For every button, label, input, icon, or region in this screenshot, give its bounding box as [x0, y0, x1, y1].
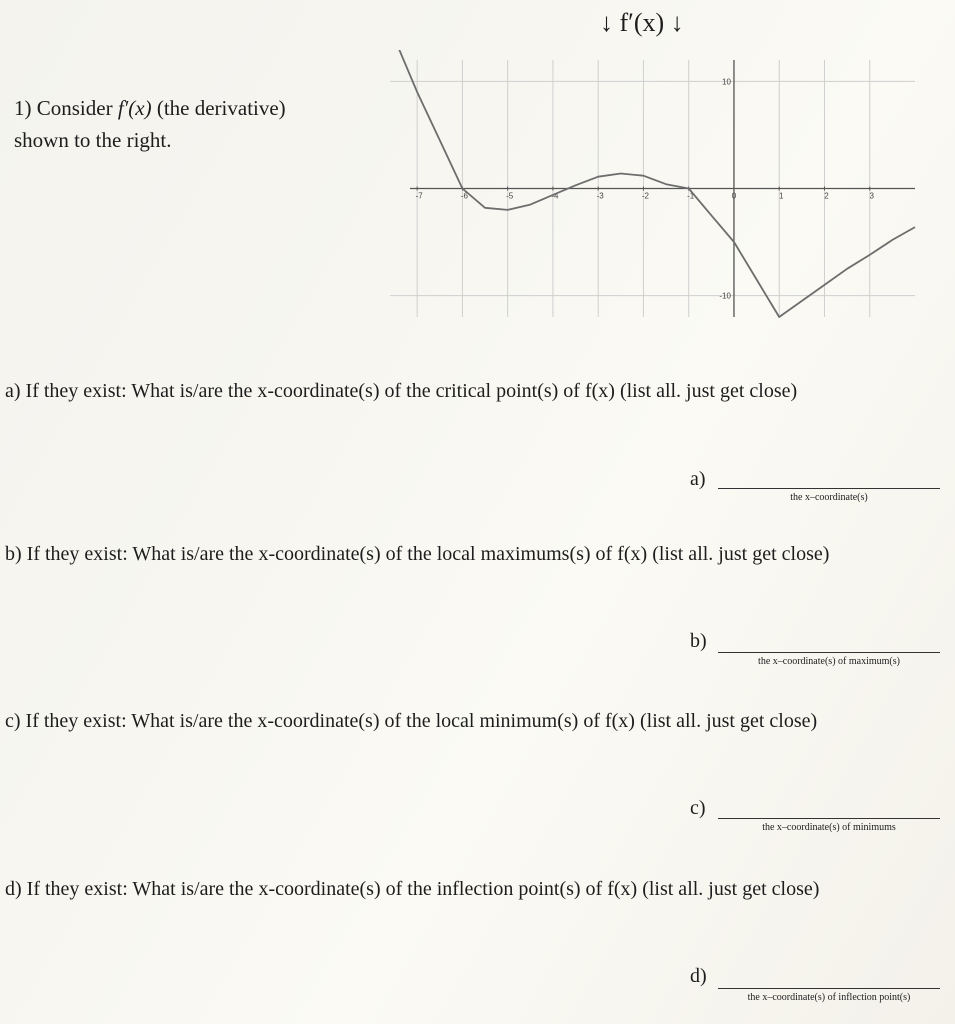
x-tick-label: 2	[824, 191, 829, 201]
problem-intro	[14, 92, 286, 156]
question-d: d) If they exist: What is/are the x-coordinate(s) of the inflection point(s) of f(x) (list all. just get close)	[5, 878, 820, 900]
answer-d-hint: the x–coordinate(s) of inflection point(s)	[747, 992, 911, 1003]
derivative-graph	[380, 50, 920, 322]
intro-prefix: 1) Consider	[14, 96, 118, 120]
x-tick-label: 0	[731, 191, 737, 201]
answer-b-label: b)	[690, 630, 707, 652]
intro-function: f′(x)	[117, 96, 152, 120]
x-tick-label: -4	[551, 191, 559, 201]
x-tick-label: 1	[778, 191, 784, 201]
answer-a-field[interactable]	[718, 488, 940, 489]
y-tick-label: -10	[719, 291, 731, 301]
answer-b-field[interactable]	[718, 652, 940, 653]
answer-a-hint: the x–coordinate(s)	[790, 492, 868, 503]
intro-line-1	[14, 92, 286, 124]
answer-a-label: a)	[690, 468, 706, 490]
question-c: c) If they exist: What is/are the x-coordinate(s) of the local minimum(s) of f(x) (list all. just get close)	[5, 710, 818, 732]
x-tick-label: -7	[415, 191, 423, 201]
y-tick-label: 10	[722, 77, 731, 87]
derivative-curve	[399, 50, 915, 317]
question-b: b) If they exist: What is/are the x-coordinate(s) of the local maximums(s) of f(x) (list all. just get close)	[5, 543, 830, 565]
intro-suffix: (the derivative)	[151, 96, 286, 120]
x-tick-label: -2	[641, 191, 650, 201]
answer-c-hint: the x–coordinate(s) of minimums	[762, 822, 896, 833]
intro-line-2: shown to the right.	[14, 128, 172, 152]
x-tick-label: -1	[687, 191, 695, 201]
answer-d-field[interactable]	[718, 988, 940, 989]
x-tick-label: -6	[460, 191, 468, 201]
x-tick-label: -5	[506, 191, 514, 201]
x-tick-label: -3	[596, 191, 604, 201]
answer-b-hint: the x–coordinate(s) of maximum(s)	[758, 656, 900, 667]
answer-d-label: d)	[690, 965, 707, 987]
question-a: a) If they exist: What is/are the x-coordinate(s) of the critical point(s) of f(x) (list all. just get close)	[5, 380, 798, 402]
graph-title: ↓ f′(x) ↓	[600, 8, 684, 37]
answer-c-label: c)	[690, 797, 706, 819]
x-tick-label: 3	[869, 191, 874, 201]
answer-c-field[interactable]	[718, 818, 940, 819]
